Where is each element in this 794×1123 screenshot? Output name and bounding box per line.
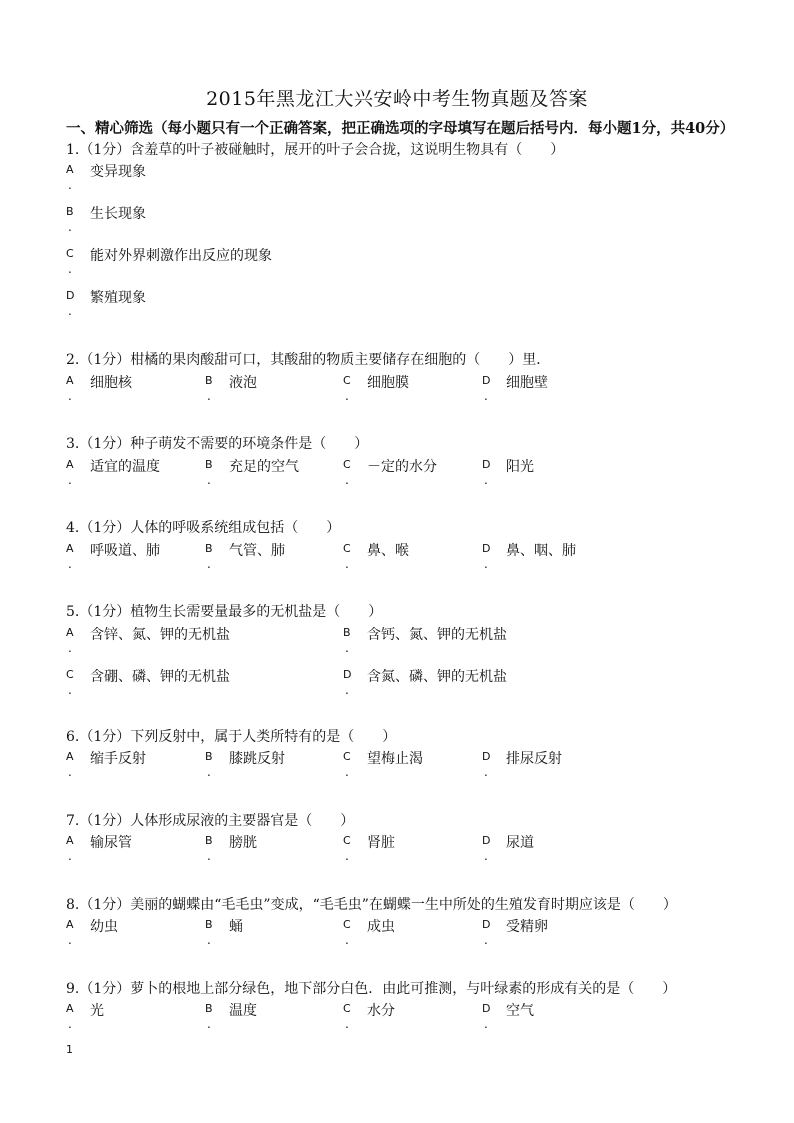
question-5-stem: 5.（1分）植物生长需要量最多的无机盐是（ ） xyxy=(66,604,383,620)
page-title: 2015年黑龙江大兴安岭中考生物真题及答案 xyxy=(206,88,588,110)
question-7-stem: 7.（1分）人体形成尿液的主要器官是（ ） xyxy=(66,813,355,829)
question-8-stem: 8.（1分）美丽的蝴蝶由“毛毛虫”变成，“毛毛虫”在蝴蝶一生中所处的生殖发育时期应该是（ ） xyxy=(66,897,677,913)
question-1-stem: 1.（1分）含羞草的叶子被碰触时，展开的叶子会合拢，这说明生物具有（ ） xyxy=(66,142,565,158)
question-3-stem: 3.（1分）种子萌发不需要的环境条件是（ ） xyxy=(66,436,369,452)
question-4-stem: 4.（1分）人体的呼吸系统组成包括（ ） xyxy=(66,520,341,536)
page-number: 1 xyxy=(66,1043,73,1056)
question-2-stem: 2.（1分）柑橘的果肉酸甜可口，其酸甜的物质主要储存在细胞的（ ）里． xyxy=(66,352,551,368)
exam-page: 2015年黑龙江大兴安岭中考生物真题及答案 一、精心筛选（每小题只有一个正确答案，把正确选项的字母填写在题后括号内．每小题1分，共40分） 1.（1分）含羞草的叶子被碰触时，展开的叶子会合拢，这说明生物具有（ ） A . 变异现象 B . 生长现象 C . 能对外界刺激作出反应的现象 D . 繁殖现象 2.（1分）柑橘的果肉酸甜可口，其酸甜的物质主要储存在细胞的（ ）里． A . 细胞核 B . 液泡 C . 细胞膜 D . 细胞壁 3.（1分）种子萌发不需要的环境条件是（ ） A . 适宜的温度 B . 充足的空气 C . －定的水分 D . 阳光 4.（1分）人体的呼吸系统组成包括（ ） A . 呼吸道、肺 B . 气管、肺 C . 鼻、喉 D . 鼻、咽、肺 5.（1分）植物生长需要量最多的无机盐是（ ） A . 含锌、氮、钾的无机盐 B . 含钙、氮、钾的无机盐 C . 含硼、磷、钾的无机盐 D . 含氮、磷、钾的无机盐 6.（1分）下列反射中，属于人类所特有的是（ ） A . 缩手反射 B . 膝跳反射 C . 望梅止渴 D . 排尿反射 7.（1分）人体形成尿液的主要器官是（ ） A . 输尿管 B . 膀胱 C . 肾脏 D . 尿道 8.（1分）美丽的蝴蝶由“毛毛虫”变成，“毛毛虫”在蝴蝶一生中所处的生殖发育时期应该是（ ） A . 幼虫 B . 蛹 C . 成虫 D . 受精卵 9.（1分）萝卜的根地上部分绿色，地下部分白色．由此可推测，与叶绿素的形成有关的是（ ） A . 光 B . 温度 C . 水分 D . 空气 1 xyxy=(0,0,794,1123)
question-9-stem: 9.（1分）萝卜的根地上部分绿色，地下部分白色．由此可推测，与叶绿素的形成有关的是（ ） xyxy=(66,981,677,997)
section-heading: 一、精心筛选（每小题只有一个正确答案，把正确选项的字母填写在题后括号内．每小题1分，共40分） xyxy=(66,120,735,137)
question-6-stem: 6.（1分）下列反射中，属于人类所特有的是（ ） xyxy=(66,729,397,745)
